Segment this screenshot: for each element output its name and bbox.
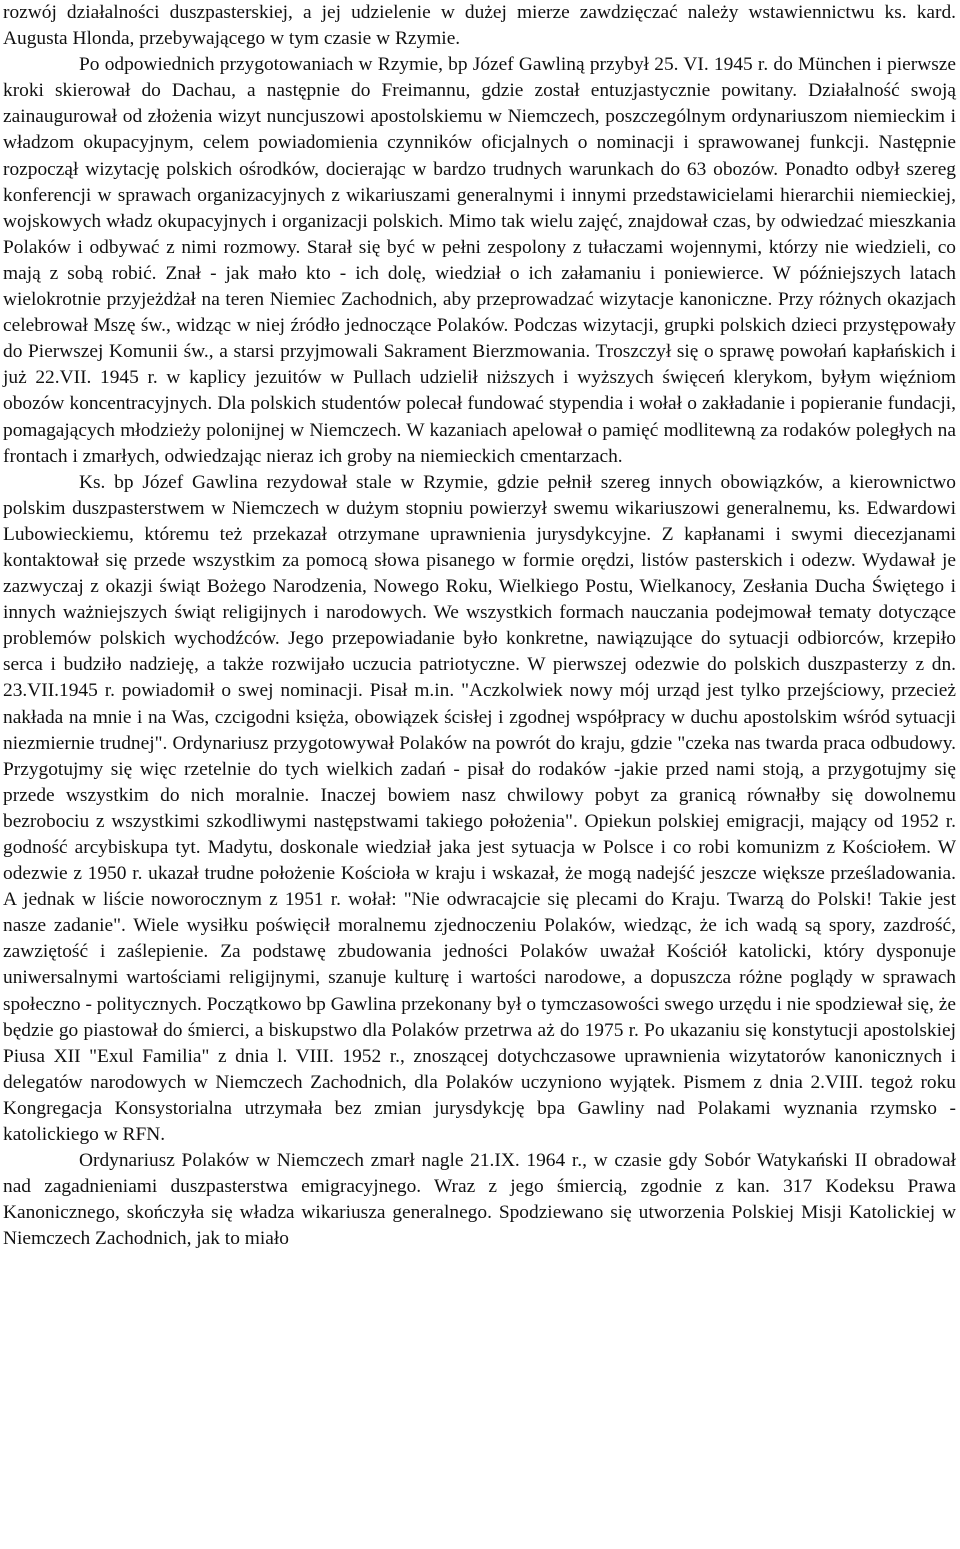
paragraph-arrival-and-activity: Po odpowiednich przygotowaniach w Rzymie, bp Józef Gawliną przybył 25. VI. 1945 r. do München i pierwsze kroki skierował do Dachau, a następnie do Freimannu, gdzie został entuzjastycznie powitany. Działalność swoją zainaugurował od złożenia wizyt nuncjuszowi apostolskiemu w Niemczech, poszczególnym ordynariuszom niemieckim i władzom okupacyjnym, celem powiadomienia czynników oficjalnych o nominacji i sprawowanej funkcji. Następnie rozpoczął wizytację polskich ośrodków, docierając w bardzo trudnych warunkach do 63 obozów. Ponadto odbył szereg konferencji w sprawach organizacyjnych z wikariuszami generalnymi i innymi przedstawicielami hierarchii niemieckiej, wojskowych władz okupacyjnych i organizacji polskich. Mimo tak wielu zajęć, znajdował czas, by odwiedzać mieszkania Polaków i odbywać z nimi rozmowy. Starał się być w pełni zespolony z tułaczami wojennymi, którzy nie wiedzieli, co mają z sobą robić. Znał - jak mało kto - ich dolę, wiedział o ich załamaniu i poniewierce. W późniejszych latach wielokrotnie przyjeżdżał na teren Niemiec Zachodnich, aby przeprowadzać wizytacje kanoniczne. Przy różnych okazjach celebrował Mszę św., widząc w niej źródło jednoczące Polaków. Podczas wizytacji, grupki polskich dzieci przystępowały do Pierwszej Komunii św., a starsi przyjmowali Sakrament Bierzmowania. Troszczył się o sprawę powołań kapłańskich i już 22.VII. 1945 r. w kaplicy jezuitów w Pullach udzielił niższych i wyższych święceń klerykom, byłym więźniom obozów koncentracyjnych. Dla polskich studentów polecał fundować stypendia i wołał o zakładanie i popieranie fundacji, pomagających młodzieży polonijnej w Niemczech. W kazaniach apelował o pamięć modlitewną za rodaków poległych na frontach i zmarłych, odwiedzając nieraz ich groby na niemieckich cmentarzach. (3, 54, 956, 467)
paragraph-death-of-ordinary: Ordynariusz Polaków w Niemczech zmarł nagle 21.IX. 1964 r., w czasie gdy Sobór Watykański II obradował nad zagadnieniami duszpasterstwa emigracyjnego. Wraz z jego śmiercią, zgodnie z kan. 317 Kodeksu Prawa Kanonicznego, skończyła się władza wikariusza generalnego. Spodziewano się utworzenia Polskiej Misji Katolickiej w Niemczech Zachodnich, jak to miało (3, 1150, 956, 1250)
paragraph-opening-fragment: rozwój działalności duszpasterskiej, a jej udzielenie w dużej mierze zawdzięczać należy wstawiennictwu ks. kard. Augusta Hlonda, przebywającego w tym czasie w Rzymie. (3, 2, 956, 50)
paragraph-pastoral-teaching: Ks. bp Józef Gawlina rezydował stale w Rzymie, gdzie pełnił szereg innych obowiązków, a kierownictwo polskim duszpasterstwem w Niemczech w dużym stopniu powierzył swemu wikariuszowi generalnemu, ks. Edwardowi Lubowieckiemu, któremu też przekazał otrzymane uprawnienia jurysdykcyjne. Z kapłanami i swymi diecezjanami kontaktował się przede wszystkim za pomocą słowa pisanego w formie orędzi, listów pasterskich i odezw. Wydawał je zazwyczaj z okazji świąt Bożego Narodzenia, Nowego Roku, Wielkiego Postu, Wielkanocy, Zesłania Ducha Świętego i innych ważniejszych świąt religijnych i narodowych. We wszystkich formach nauczania podejmował tematy dotyczące problemów polskich wychodźców. Jego przepowiadanie było konkretne, nawiązujące do sytuacji odbiorców, krzepiło serca i budziło nadzieję, a także rozwijało uczucia patriotyczne. W pierwszej odezwie do polskich duszpasterzy z dn. 23.VII.1945 r. powiadomił o swej nominacji. Pisał m.in. "Aczkolwiek nowy mój urząd jest tylko przejściowy, przecież nakłada na mnie i na Was, czcigodni księża, obowiązek ścisłej i zgodnej współpracy w duchu apostolskim wśród sytuacji niezmiernie trudnej". Ordynariusz przygotowywał Polaków na powrót do kraju, gdzie "czeka nas twarda praca odbudowy. Przygotujmy się więc rzetelnie do tych wielkich zadań - pisał do rodaków -jakie przed nami stoją, a przygotujmy się przede wszystkim do nich moralnie. Inaczej bowiem nasz chwilowy pobyt za granicą równałby się dowolnemu bezrobociu z wszystkimi szkodliwymi następstwami takiego położenia". Opiekun polskiej emigracji, mający od 1952 r. godność arcybiskupa tyt. Madytu, doskonale wiedział jaka jest sytuacja w Polsce i co robi komunizm z Kościołem. W odezwie z 1950 r. ukazał trudne położenie Kościoła w kraju i wskazał, że mogą nadejść jeszcze większe prześladowania. A jednak w liście noworocznym z 1951 r. wołał: "Nie odwracajcie się plecami do Kraju. Twarzą do Polski! Takie jest nasze zadanie". Wiele wysiłku poświęcił moralnemu zjednoczeniu Polaków, wiedząc, że ich wadą są spory, zazdrość, zawziętość i zaślepienie. Za podstawę zbudowania jedności Polaków uważał Kościół katolicki, który dysponuje uniwersalnymi wartościami religijnymi, szanuje kulturę i wartości narodowe, a dopuszcza różne poglądy w sprawach społeczno - politycznych. Początkowo bp Gawlina przekonany był o tymczasowości swego urzędu i nie spodziewał się, że będzie go piastował do śmierci, a biskupstwo dla Polaków przetrwa aż do 1975 r. Po ukazaniu się konstytucji apostolskiej Piusa XII "Exul Familia" z dnia l. VIII. 1952 r., znoszącej dotychczasowe uprawnienia wizytatorów kanonicznych i delegatów narodowych w Niemczech Zachodnich, dla Polaków uczyniono wyjątek. Pismem z dnia 2.VIII. tegoż roku Kongregacja Konsystorialna utrzymała bez zmian jurysdykcję bpa Gawliny nad Polakami wyznania rzymsko - katolickiego w RFN. (3, 471, 956, 1146)
